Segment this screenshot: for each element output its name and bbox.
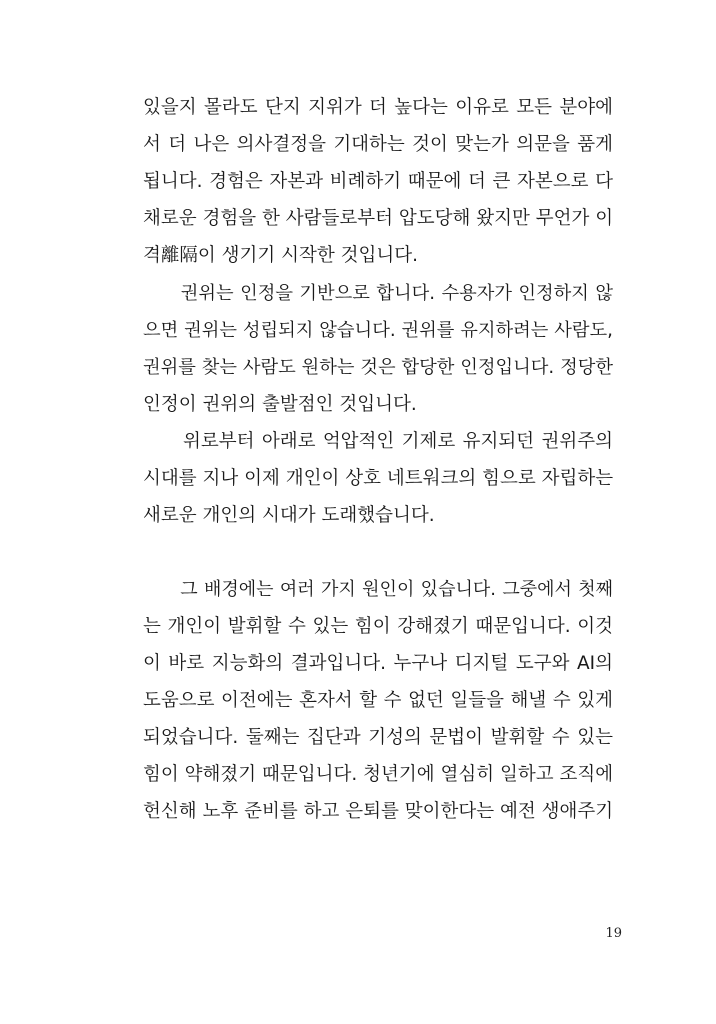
text-line: 도움으로 이전에는 혼자서 할 수 없던 일들을 해낼 수 있게 <box>143 690 613 711</box>
paragraph-2 <box>143 275 613 423</box>
text-line: 권위는 인정을 기반으로 합니다. 수용자가 인정하지 않 <box>143 283 613 304</box>
text-line: 이 바로 지능화의 결과입니다. 누구나 디지털 도구와 AI의 <box>143 653 613 674</box>
text-line: 는 개인이 발휘할 수 있는 힘이 강해졌기 때문입니다. 이것 <box>143 616 613 637</box>
text-line: 권위를 찾는 사람도 원하는 것은 합당한 인정입니다. 정당한 <box>143 357 613 378</box>
text-line: 그 배경에는 여러 가지 원인이 있습니다. 그중에서 첫째 <box>143 579 613 600</box>
text-line: 헌신해 노후 준비를 하고 은퇴를 맞이한다는 예전 생애주기 <box>143 801 614 822</box>
text-line: 새로운 개인의 시대가 도래했습니다. <box>143 505 435 526</box>
text-line: 있을지 몰라도 단지 지위가 더 높다는 이유로 모든 분야에 <box>143 97 613 118</box>
page-number: 19 <box>605 926 622 941</box>
paragraph-4 <box>143 571 613 830</box>
text-line: 위로부터 아래로 억압적인 기제로 유지되던 권위주의 <box>143 431 613 452</box>
paragraph-3 <box>143 423 613 534</box>
text-line: 되었습니다. 둘째는 집단과 기성의 문법이 발휘할 수 있는 <box>143 727 613 748</box>
text-line: 채로운 경험을 한 사람들로부터 압도당해 왔지만 무언가 이 <box>143 208 614 229</box>
text-line: 힘이 약해졌기 때문입니다. 청년기에 열심히 일하고 조직에 <box>143 764 614 785</box>
text-line: 시대를 지나 이제 개인이 상호 네트워크의 힘으로 자립하는 <box>143 468 614 489</box>
text-line: 됩니다. 경험은 자본과 비례하기 때문에 더 큰 자본으로 다 <box>143 171 613 192</box>
text-line: 으면 권위는 성립되지 않습니다. 권위를 유지하려는 사람도, <box>143 320 613 341</box>
paragraph-1 <box>143 89 613 274</box>
text-line: 서 더 나은 의사결정을 기대하는 것이 맞는가 의문을 품게 <box>143 134 613 155</box>
text-line: 인정이 권위의 출발점인 것입니다. <box>143 394 417 415</box>
text-line: 격離隔이 생기기 시작한 것입니다. <box>143 245 418 266</box>
